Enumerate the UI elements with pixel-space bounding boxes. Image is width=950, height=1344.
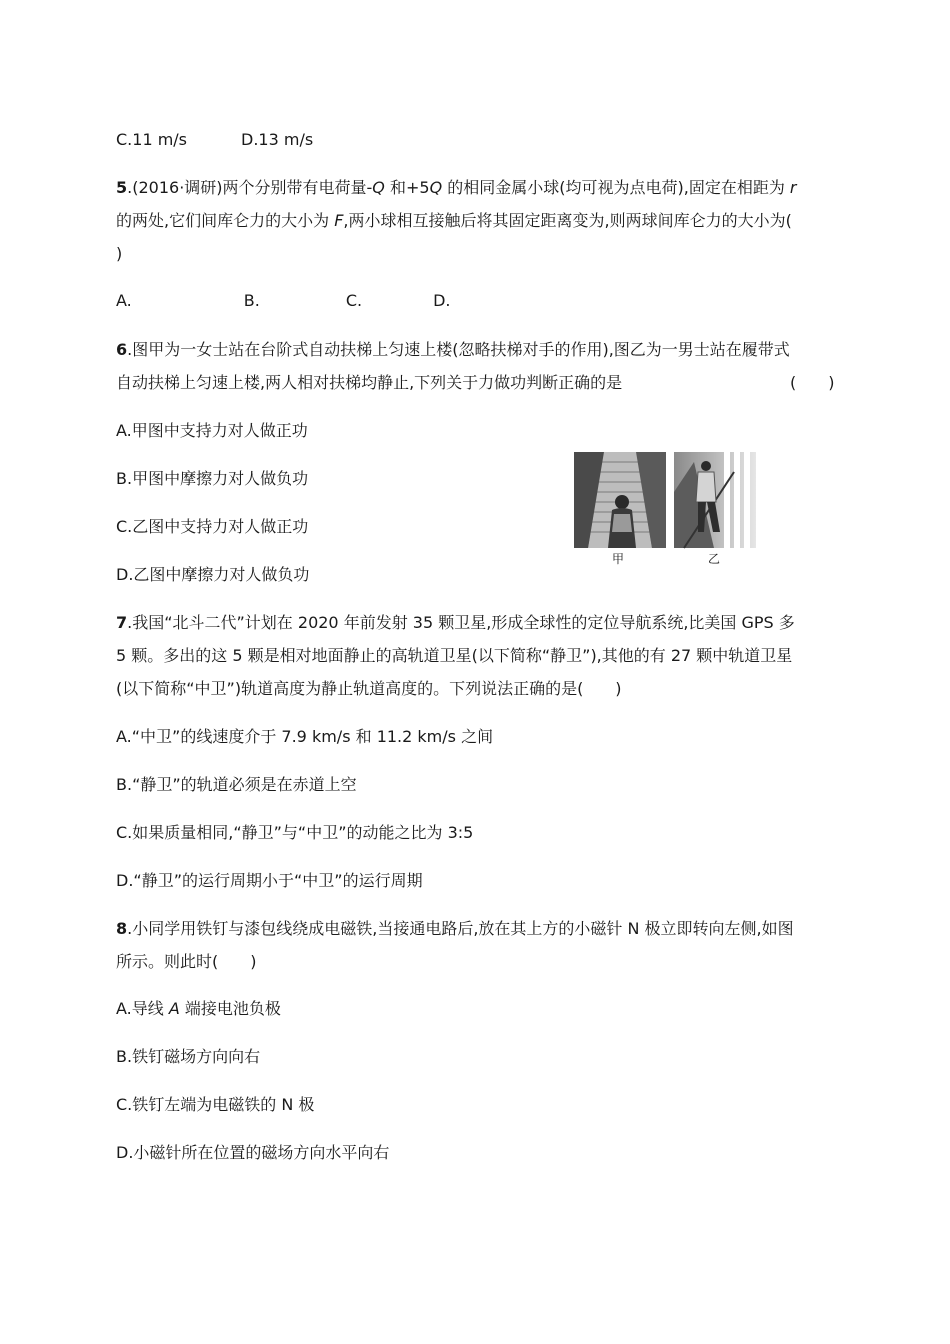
escalator-photos [574, 452, 756, 550]
q5-option-c: C. [345, 291, 363, 310]
q6-option-c: C.乙图中支持力对人做正功 [116, 517, 309, 536]
q5-var-q: Q [429, 178, 443, 197]
q7-stem-line2: 5 颗。多出的这 5 颗是相对地面静止的高轨道卫星(以下简称“静卫”),其他的有 27 颗中轨道卫星 [116, 646, 793, 665]
q4-option-c: C.11 m/s [116, 130, 188, 149]
escalator-figure [574, 452, 756, 570]
q8-text: .小同学用铁钉与漆包线绕成电磁铁,当接通电路后,放在其上方的小磁针 N 极立即转向左侧,如图 [127, 919, 794, 938]
q7-option-b: B.“静卫”的轨道必须是在赤道上空 [116, 775, 357, 794]
q5-stem-line2 [116, 211, 792, 231]
q8-stem-line2: 所示。则此时( ) [116, 952, 257, 971]
q8-number: 8 [116, 919, 128, 938]
q7-option-d: D.“静卫”的运行周期小于“中卫”的运行周期 [116, 871, 423, 890]
figure-label-jia: 甲 [612, 552, 625, 566]
q7-stem-line1 [116, 613, 795, 633]
q7-stem-line3: (以下简称“中卫”)轨道高度为静止轨道高度的。下列说法正确的是( ) [116, 679, 622, 698]
q8-option-d: D.小磁针所在位置的磁场方向水平向右 [116, 1143, 390, 1162]
q5-var-f: F [334, 211, 344, 230]
q6-option-d: D.乙图中摩擦力对人做负功 [116, 565, 310, 584]
q6-stem-line1 [116, 340, 790, 360]
q6-option-a: A.甲图中支持力对人做正功 [116, 421, 308, 440]
q8-text: 端接电池负极 [179, 999, 281, 1018]
q5-number: 5 [116, 178, 128, 197]
q5-text: 的两处,它们间库仑力的大小为 [116, 211, 335, 230]
q7-text: .我国“北斗二代”计划在 2020 年前发射 35 颗卫星,形成全球性的定位导航系统,比美国 GPS 多 [127, 613, 795, 632]
step-escalator-photo [574, 452, 666, 548]
q8-option-b: B.铁钉磁场方向向右 [116, 1047, 261, 1066]
q5-text: .(2016·调研)两个分别带有电荷量- [127, 178, 373, 197]
q5-text: 和+5 [384, 178, 430, 197]
q5-text: 的相同金属小球(均可视为点电荷),固定在相距为 [442, 178, 790, 197]
q7-option-c: C.如果质量相同,“静卫”与“中卫”的动能之比为 3:5 [116, 823, 474, 842]
q7-option-a: A.“中卫”的线速度介于 7.9 km/s 和 11.2 km/s 之间 [116, 727, 494, 746]
q5-option-a: A. [116, 291, 132, 310]
q5-stem-line1 [116, 178, 797, 198]
q5-option-d: D. [433, 291, 451, 310]
q6-stem-line2 [116, 373, 622, 393]
q5-options [116, 291, 450, 311]
q8-stem-line1 [116, 919, 794, 939]
q5-stem-line3: ) [116, 244, 123, 263]
figure-label-yi: 乙 [708, 552, 721, 566]
q6-text: 自动扶梯上匀速上楼,两人相对扶梯均静止,下列关于力做功判断正确的是 [116, 373, 623, 392]
q8-option-a [116, 999, 281, 1019]
q6-text: .图甲为一女士站在台阶式自动扶梯上匀速上楼(忽略扶梯对手的作用),图乙为一男士站在履带式 [127, 340, 790, 359]
belt-escalator-photo [674, 452, 756, 548]
q6-option-b: B.甲图中摩擦力对人做负功 [116, 469, 309, 488]
q4-options [116, 130, 313, 150]
q5-var-r: r [789, 178, 797, 197]
q8-option-c: C.铁钉左端为电磁铁的 N 极 [116, 1095, 315, 1114]
q5-text: ,两小球相互接触后将其固定距离变为,则两球间库仑力的大小为( [343, 211, 792, 230]
q6-number: 6 [116, 340, 128, 359]
q6-answer-paren: ( ) [790, 373, 835, 392]
q5-var-q: Q [372, 178, 385, 197]
q4-option-d: D.13 m/s [241, 130, 314, 149]
q8-var-a: A [168, 999, 180, 1018]
q5-option-b: B. [243, 291, 260, 310]
q8-text: A.导线 [116, 999, 169, 1018]
q7-number: 7 [116, 613, 128, 632]
